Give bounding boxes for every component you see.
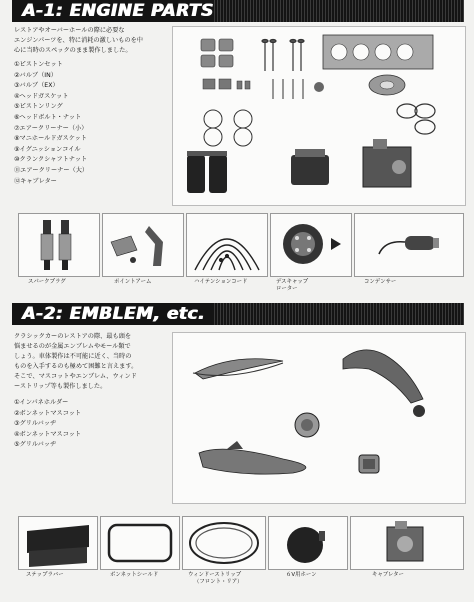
list-item: ⑤ピストンリング bbox=[14, 103, 63, 111]
condenser-photo bbox=[354, 213, 464, 277]
carburetor-caption: キャブレター bbox=[372, 572, 404, 578]
section-a2-title: A-2: EMBLEM, etc. bbox=[22, 304, 205, 324]
intro-line: クラシックカーのレストアの際、最も頭を bbox=[14, 333, 132, 340]
list-item: ③グリルバッヂ bbox=[14, 420, 57, 428]
horn-caption: ６V用ホーン bbox=[286, 572, 317, 578]
window-strip-caption-2: （フロント・リア） bbox=[194, 579, 243, 585]
list-item: ⑫キャブレター bbox=[14, 177, 57, 185]
intro-line: しょう。車体製作は不可能に近く、当時の bbox=[14, 353, 132, 360]
distributor-cap-caption: デスキャップ bbox=[276, 279, 309, 285]
list-item: ⑪エアークリーナー（大） bbox=[14, 166, 89, 174]
spark-plug-caption: スパークプラグ bbox=[28, 279, 66, 285]
window-strip-caption: ウィンドーストリップ bbox=[188, 572, 242, 578]
section-a1-parts-list bbox=[14, 60, 88, 187]
step-rubber-photo bbox=[18, 516, 98, 570]
high-tension-cord-caption: ハイテンションコード bbox=[194, 279, 248, 285]
intro-line: レストアやオーバーホールの際に必要な bbox=[14, 27, 125, 34]
horn-photo bbox=[268, 516, 348, 570]
section-a2-banner bbox=[12, 303, 464, 325]
point-arm-caption: ポイントアーム bbox=[114, 279, 152, 285]
intro-line: 心に当時のスペックのまま製作しました。 bbox=[14, 47, 132, 54]
bonnet-shield-caption: ボンネットシールド bbox=[110, 572, 159, 578]
carburetor-photo bbox=[350, 516, 464, 570]
list-item: ⑤グリルバッヂ bbox=[14, 441, 57, 449]
intro-line: ものを入手するのも極めて困難と言えます。 bbox=[14, 363, 138, 370]
list-item: ①ピストンセット bbox=[14, 61, 63, 68]
condenser-caption: コンデンサー bbox=[364, 279, 397, 285]
intro-line: ーストリップ等も製作しました。 bbox=[14, 383, 107, 390]
list-item: ③バルブ（EX） bbox=[14, 82, 59, 90]
intro-line: 悩ませるのが金属エンブレムやモール類で bbox=[14, 343, 131, 350]
distributor-cap-photo bbox=[270, 213, 352, 277]
spark-plug-photo bbox=[18, 213, 100, 277]
bonnet-shield-photo bbox=[100, 516, 180, 570]
section-a1-intro bbox=[14, 26, 166, 56]
list-item: ②ボンネットマスコット bbox=[14, 409, 82, 417]
intro-line: そこで、マスコットやエンブレム、ウィンド bbox=[14, 373, 137, 380]
list-item: ②バルブ（IN） bbox=[14, 71, 57, 79]
banner-stripe bbox=[214, 0, 464, 22]
step-rubber-caption: ステップラバー bbox=[26, 572, 64, 578]
window-strip-photo bbox=[182, 516, 266, 570]
list-item: ④ヘッドガスケット bbox=[14, 92, 69, 100]
banner-stripe bbox=[214, 303, 464, 325]
list-item: ⑧マニホールドガスケット bbox=[14, 135, 87, 143]
list-item: ⑦エアークリーナー（小） bbox=[14, 124, 88, 132]
list-item: ①インパネホルダー bbox=[14, 399, 69, 406]
list-item: ⑨イグニッションコイル bbox=[14, 145, 81, 153]
intro-line: エンジンパーツを、特に消耗の激しいものを中 bbox=[14, 37, 143, 44]
list-item: ⑥ヘッドボルト・ナット bbox=[14, 113, 82, 121]
section-a1-banner bbox=[12, 0, 464, 22]
section-a2-parts-list bbox=[14, 398, 81, 451]
point-arm-photo bbox=[102, 213, 184, 277]
rotor-caption: ローター bbox=[276, 286, 298, 292]
section-a1-title: A-1: ENGINE PARTS bbox=[22, 1, 214, 21]
list-item: ④ボンネットマスコット bbox=[14, 430, 82, 438]
emblem-photo bbox=[172, 332, 466, 504]
section-a2-intro bbox=[14, 332, 166, 392]
list-item: ⑩クランクシャフトナット bbox=[14, 156, 88, 164]
engine-parts-photo bbox=[172, 26, 466, 206]
high-tension-cord-photo bbox=[186, 213, 268, 277]
